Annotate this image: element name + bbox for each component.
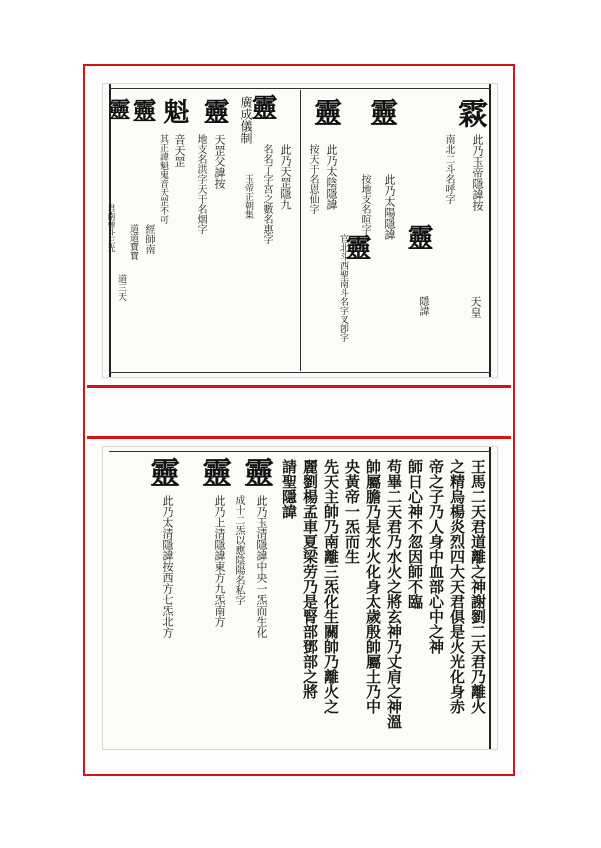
page-frame	[83, 64, 515, 776]
column-text: 天罡父諱按	[213, 134, 226, 189]
column-small-text: 按天干名恩仙字	[307, 144, 318, 214]
column-small-text: 隱諱	[417, 296, 428, 316]
talisman-glyph: 靈	[341, 234, 371, 260]
column-text: 師日心神不忽因師不臨	[406, 459, 424, 609]
column-small-text: 成十二炁以應陰陽名私字	[233, 495, 244, 605]
column-text: 麗劉楊孟車夏梁劳乃是腎部鄧部之將	[301, 459, 319, 699]
column-text: 廣成儀制	[239, 96, 253, 144]
column-text: 經師南	[143, 224, 154, 254]
column-text: 苟畢二天君乃水火之將玄神乃丈肩之神溫	[385, 459, 403, 729]
page-border-right	[489, 84, 491, 377]
column-text: 此乃太陽隱諱	[383, 174, 396, 240]
column-text: 音天罡	[173, 134, 186, 167]
column-text: 王馬二天君道離之神謝劉二天君乃離火	[469, 459, 487, 714]
page-border-bottom	[109, 372, 491, 373]
column-small-text: 君南極斗三光	[107, 204, 116, 252]
talisman-glyph: 靈	[199, 98, 229, 124]
column-small-text: 其正諱魁鬼音天罡不可	[158, 134, 168, 224]
separator-bottom	[87, 436, 511, 439]
talisman-glyph: 靈	[196, 457, 231, 487]
talisman-glyph: 靈	[247, 94, 277, 120]
column-text: 此乃上清隱諱東方九炁南方	[213, 495, 226, 627]
column-text: 帝之子乃人身中血部心中之神	[427, 459, 445, 654]
column-small-text: 道道寶寶	[128, 224, 138, 260]
talisman-glyph: 靈	[310, 98, 343, 126]
column-text: 道三天	[116, 274, 126, 301]
separator-top	[87, 385, 511, 388]
column-text: 此乃天罡隱九	[279, 144, 292, 210]
talisman-glyph: 靈	[128, 98, 157, 122]
column-text: 此乃太清隱諱按西方七炁北方	[161, 495, 174, 638]
talisman-glyph: 魁	[159, 98, 189, 124]
page-border-top	[109, 88, 491, 89]
page-border-right	[489, 447, 491, 749]
column-small-text: 南北二斗名呼字	[443, 134, 454, 204]
column-small-text: 名名了字宮之數名惠字	[261, 144, 272, 244]
column-text: 此乃玉帝隱諱按	[471, 134, 484, 211]
column-small-text: 玉帝正朝集	[243, 174, 253, 219]
talisman-glyph: 𩄍	[452, 98, 487, 128]
column-text: 帥屬膽乃是水火化身太歲殷帥屬土乃中	[364, 459, 382, 714]
column-text: 先天主帥乃南離三炁化生關帥乃離火之	[322, 459, 340, 714]
column-small-text: 地支名洪字天干名烟字	[195, 134, 206, 234]
talisman-glyph: 靈	[403, 224, 433, 250]
page-border-top	[109, 451, 491, 452]
column-text: 天皇	[469, 296, 482, 318]
column-text: 央黃帝一炁而生	[343, 459, 361, 564]
column-small-text: 官北斗西聖南斗名字叉卽字	[338, 234, 348, 342]
talisman-glyph: 靈	[105, 98, 131, 120]
column-text: 之精烏楊炎烈四大天君俱是火光化身赤	[448, 459, 466, 714]
center-fold	[300, 90, 301, 371]
column-text: 此乃玉清隱諱中央一炁而生化	[255, 495, 268, 638]
talisman-glyph: 靈	[238, 457, 273, 487]
talisman-glyph: 靈	[366, 98, 399, 126]
talisman-glyph: 靈	[144, 457, 179, 487]
scan-top	[102, 83, 498, 378]
column-text: 此乃太陰隱諱	[325, 144, 338, 210]
column-text: 請聖隱諱	[280, 459, 298, 519]
column-small-text: 按地支名暄字	[359, 174, 370, 234]
scan-bottom	[102, 446, 498, 750]
